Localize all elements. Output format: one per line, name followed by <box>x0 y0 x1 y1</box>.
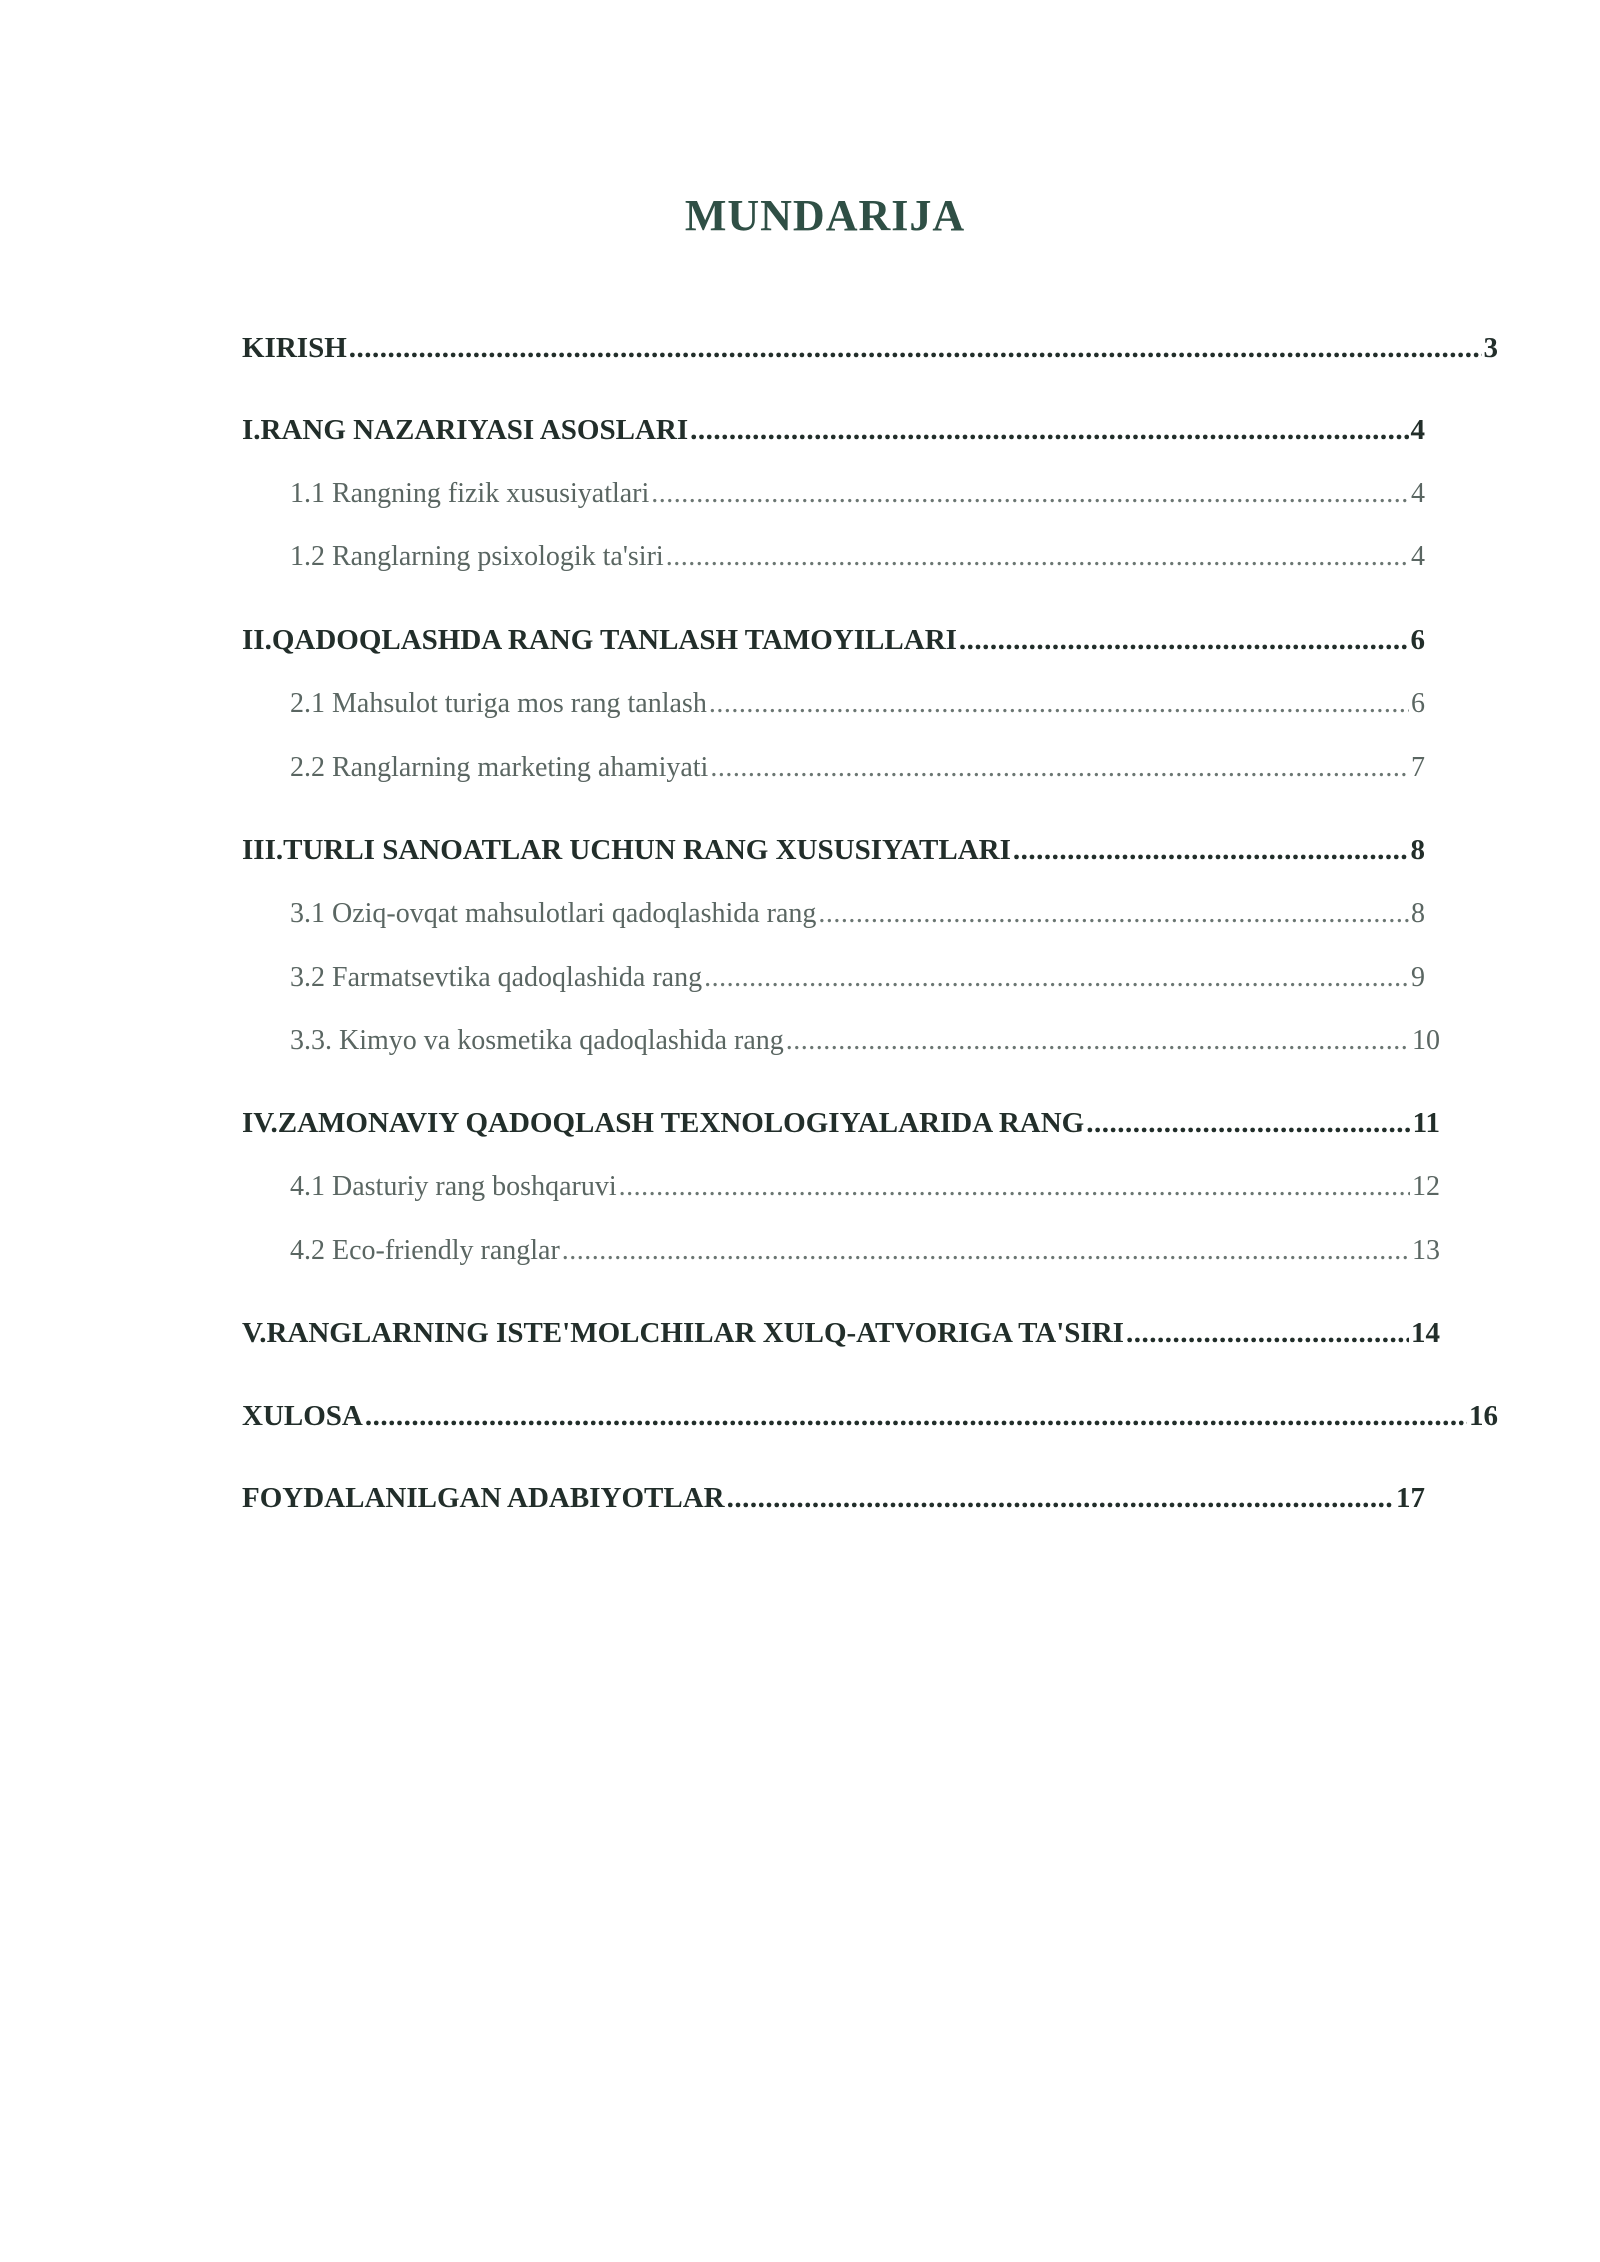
dot-leader <box>1126 1317 1409 1350</box>
dot-leader <box>710 752 1409 784</box>
dot-leader <box>365 1400 1467 1433</box>
toc-entry-xulosa[interactable] <box>242 1400 1498 1433</box>
toc-entry-section-2-2[interactable] <box>290 752 1425 784</box>
dot-leader <box>666 541 1409 573</box>
toc-page-number: 4 <box>1411 478 1425 509</box>
dot-leader <box>562 1235 1410 1267</box>
toc-entry-section-1-1[interactable] <box>290 478 1425 510</box>
dot-leader <box>1013 834 1409 867</box>
toc-entry-kirish[interactable] <box>242 332 1498 365</box>
toc-entry-chapter-3[interactable] <box>242 834 1425 867</box>
toc-page-number: 16 <box>1469 1400 1498 1432</box>
toc-entry-label: 4.1 Dasturiy rang boshqaruvi <box>290 1171 617 1202</box>
toc-entry-chapter-5[interactable] <box>242 1317 1440 1350</box>
dot-leader <box>349 332 1482 365</box>
toc-entry-section-4-1[interactable] <box>290 1171 1440 1203</box>
toc-entry-label: 3.2 Farmatsevtika qadoqlashida rang <box>290 962 703 993</box>
toc-entry-label: 1.2 Ranglarning psixologik ta'siri <box>290 541 664 572</box>
dot-leader <box>619 1171 1410 1203</box>
dot-leader <box>1086 1107 1410 1140</box>
toc-entry-label: XULOSA <box>242 1400 363 1432</box>
dot-leader <box>704 962 1409 994</box>
toc-entry-label: 3.3. Kimyo va kosmetika qadoqlashida rang <box>290 1025 784 1056</box>
toc-page-number: 14 <box>1411 1317 1440 1349</box>
dot-leader <box>727 1482 1394 1515</box>
toc-page-number: 17 <box>1396 1482 1425 1514</box>
dot-leader <box>786 1025 1410 1057</box>
dot-leader <box>690 414 1408 447</box>
toc-entry-label: II.QADOQLASHDA RANG TANLASH TAMOYILLARI <box>242 624 957 656</box>
toc-entry-label: I.RANG NAZARIYASI ASOSLARI <box>242 414 689 446</box>
toc-page-number: 6 <box>1410 624 1425 656</box>
toc-entry-section-3-2[interactable] <box>290 962 1425 994</box>
toc-page-number: 10 <box>1412 1025 1440 1056</box>
toc-entry-label: 3.1 Oziq-ovqat mahsulotlari qadoqlashida rang <box>290 898 817 929</box>
toc-entry-label: FOYDALANILGAN ADABIYOTLAR <box>242 1482 725 1514</box>
toc-entry-label: 2.1 Mahsulot turiga mos rang tanlash <box>290 688 707 719</box>
dot-leader <box>818 898 1409 930</box>
toc-page-number: 8 <box>1410 834 1425 866</box>
toc-entry-section-3-3[interactable] <box>290 1025 1440 1057</box>
toc-entry-label: 2.2 Ranglarning marketing ahamiyati <box>290 752 709 783</box>
toc-page-number: 4 <box>1410 414 1425 446</box>
toc-page-number: 8 <box>1411 898 1425 929</box>
page-title: MUNDARIJA <box>684 191 966 240</box>
toc-entry-label: KIRISH <box>242 332 347 364</box>
toc-entry-label: V.RANGLARNING ISTE'MOLCHILAR XULQ-ATVORIGA TA'SIRI <box>242 1317 1124 1349</box>
toc-page-number: 6 <box>1411 688 1425 719</box>
toc-page-number: 13 <box>1412 1235 1440 1266</box>
toc-entry-section-1-2[interactable] <box>290 541 1425 573</box>
toc-entry-chapter-2[interactable] <box>242 624 1425 657</box>
dot-leader <box>651 478 1409 510</box>
toc-entry-label: 1.1 Rangning fizik xususiyatlari <box>290 478 650 509</box>
toc-page-number: 9 <box>1411 962 1425 993</box>
toc-entry-references[interactable] <box>242 1482 1425 1515</box>
toc-entry-label: 4.2 Eco-friendly ranglar <box>290 1235 560 1266</box>
toc-page-number: 3 <box>1483 332 1498 364</box>
toc-entry-chapter-4[interactable] <box>242 1107 1440 1140</box>
toc-page-number: 11 <box>1412 1107 1440 1139</box>
toc-page-number: 4 <box>1411 541 1425 572</box>
toc-entry-section-2-1[interactable] <box>290 688 1425 720</box>
toc-page-number: 12 <box>1412 1171 1440 1202</box>
dot-leader <box>709 688 1409 720</box>
toc-entry-section-4-2[interactable] <box>290 1235 1440 1267</box>
toc-entry-chapter-1[interactable] <box>242 414 1425 447</box>
toc-page-number: 7 <box>1411 752 1425 783</box>
toc-entry-label: III.TURLI SANOATLAR UCHUN RANG XUSUSIYATLARI <box>242 834 1011 866</box>
toc-entry-section-3-1[interactable] <box>290 898 1425 930</box>
toc-entry-label: IV.ZAMONAVIY QADOQLASH TEXNOLOGIYALARIDA RANG <box>242 1107 1085 1139</box>
dot-leader <box>959 624 1409 657</box>
